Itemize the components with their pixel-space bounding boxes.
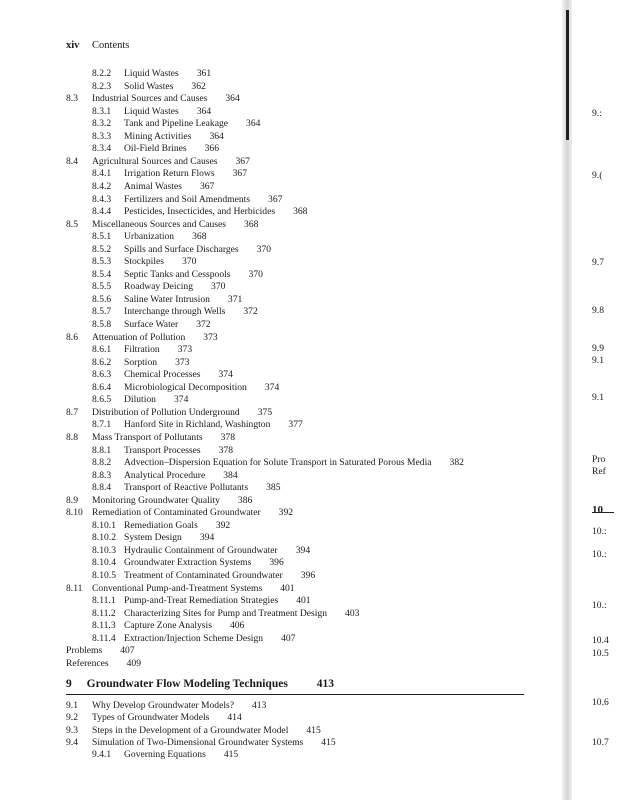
toc-entry-page: 364 xyxy=(246,118,261,129)
toc-entry-page: 401 xyxy=(296,595,311,606)
toc-entry-title: Saline Water Intrusion xyxy=(124,294,210,305)
toc-entry-page: 364 xyxy=(225,93,240,104)
toc-entry xyxy=(92,470,238,482)
toc-entry-page: 367 xyxy=(235,156,250,167)
toc-entry-page: 374 xyxy=(264,382,280,393)
facing-page-fragment: 9.7 xyxy=(592,257,604,268)
toc-entry xyxy=(92,344,192,356)
facing-page-fragment: 10.5 xyxy=(592,648,609,659)
toc-entry xyxy=(66,219,258,231)
toc-entry xyxy=(92,194,282,206)
toc-entry-number: 8.5.2 xyxy=(92,244,112,255)
toc-entry-page: 367 xyxy=(199,181,215,192)
toc-entry-number: 8.5.7 xyxy=(92,306,112,317)
toc-entry-number: 8.10.2 xyxy=(92,532,116,543)
toc-entry-number: 9.4.1 xyxy=(92,749,112,760)
toc-entry-page: 392 xyxy=(278,507,294,518)
toc-entry-number: 8.5.4 xyxy=(92,269,112,280)
toc-entry xyxy=(92,68,211,80)
toc-entry-title: Characterizing Sites for Pump and Treatment Design xyxy=(124,608,328,619)
chapter-number: 9 xyxy=(66,678,72,690)
header-title: Contents xyxy=(92,40,130,51)
toc-entry-number: 8.5.5 xyxy=(92,281,112,292)
toc-entry-title: Remediation Goals xyxy=(124,520,198,531)
toc-entry xyxy=(92,520,230,532)
toc-entry-page: 377 xyxy=(288,419,303,430)
toc-entry-title: Miscellaneous Sources and Causes xyxy=(92,219,227,230)
toc-entry-page: 386 xyxy=(237,495,253,506)
toc-entry-number: 8.11.3 xyxy=(92,620,116,631)
toc-entry-number: 8.4.2 xyxy=(92,181,112,192)
toc-entry xyxy=(66,712,242,724)
toc-entry xyxy=(92,570,315,582)
toc-entry-title: Transport of Reactive Pollutants xyxy=(124,482,249,493)
toc-entry-title: Governing Equations xyxy=(124,749,206,760)
toc-entry-number: 8.6.4 xyxy=(92,382,112,393)
toc-entry-title: System Design xyxy=(124,532,182,543)
toc-entry xyxy=(92,168,247,180)
toc-entry-page: 378 xyxy=(220,432,235,443)
toc-entry-page: 367 xyxy=(268,194,283,205)
toc-entry xyxy=(66,93,240,105)
toc-entry-number: 8.6.1 xyxy=(92,344,112,355)
toc-entry xyxy=(92,244,271,256)
toc-entry xyxy=(66,495,252,507)
toc-entry-page: 415 xyxy=(223,749,239,760)
toc-entry-page: 372 xyxy=(243,306,258,317)
toc-entry-title: Pump-and-Treat Remediation Strategies xyxy=(124,595,279,606)
facing-page-fragment: 9.1 xyxy=(592,392,604,403)
toc-entry xyxy=(92,206,307,218)
toc-entry xyxy=(92,633,295,645)
toc-entry-number: 8.11.4 xyxy=(92,633,116,644)
facing-page-edge xyxy=(578,0,617,800)
toc-entry-number: 8.3.3 xyxy=(92,131,112,142)
toc-entry xyxy=(66,156,250,168)
toc-entry-number: 8.7.1 xyxy=(92,419,112,430)
toc-entry-number: 8.5 xyxy=(66,219,78,230)
toc-entry-title: Dilution xyxy=(124,394,156,405)
toc-entry-number: 8.4.3 xyxy=(92,194,112,205)
toc-entry-title: Simulation of Two-Dimensional Groundwater Systems xyxy=(92,737,304,748)
toc-entry-page: 396 xyxy=(300,570,316,581)
toc-entry-page: 362 xyxy=(191,81,206,92)
toc-entry-title: Stockpiles xyxy=(124,256,164,267)
toc-entry-title: Distribution of Pollution Underground xyxy=(92,407,240,418)
toc-entry xyxy=(92,749,238,761)
toc-entry xyxy=(92,231,206,243)
facing-page-fragment: 10.6 xyxy=(592,697,609,708)
toc-entry-number: 9.2 xyxy=(66,712,78,723)
toc-entry-page: 375 xyxy=(257,407,273,418)
toc-entry-number: 9.1 xyxy=(66,700,78,711)
toc-entry-page: 385 xyxy=(266,482,281,493)
facing-page-fragment: 10 xyxy=(592,504,603,516)
toc-entry xyxy=(92,382,279,394)
toc-entry-title: Solid Wastes xyxy=(124,81,174,92)
toc-entry-page: 413 xyxy=(252,700,267,711)
toc-entry-page: 394 xyxy=(295,545,311,556)
toc-entry-number: 8.2.2 xyxy=(92,68,112,79)
facing-page-fragment: 9.( xyxy=(592,170,603,181)
toc-entry-title: Groundwater Extraction Systems xyxy=(124,557,252,568)
facing-page-fragment: 9.: xyxy=(592,108,602,119)
toc-entry-title: Agricultural Sources and Causes xyxy=(92,156,218,167)
toc-entry-number: 8.5.6 xyxy=(92,294,112,305)
toc-entry-number: 8.8.3 xyxy=(92,470,112,481)
toc-entry-number: 8.10 xyxy=(66,507,83,518)
toc-entry-title: Interchange through Wells xyxy=(124,306,226,317)
toc-entry xyxy=(92,457,464,469)
toc-entry xyxy=(92,281,225,293)
toc-entry-title: Irrigation Return Flows xyxy=(124,168,215,179)
toc-entry-page: 384 xyxy=(223,470,238,481)
toc-entry xyxy=(92,106,211,118)
facing-page-fragment: 10.: xyxy=(592,526,607,537)
toc-entry xyxy=(66,432,235,444)
toc-entry-number: 8.5.8 xyxy=(92,319,112,330)
toc-entry-title: Mass Transport of Pollutants xyxy=(92,432,203,443)
toc-entry-page: 371 xyxy=(227,294,243,305)
toc-entry-page: 373 xyxy=(175,357,190,368)
toc-entry xyxy=(92,294,242,306)
toc-entry-number: 8.8.1 xyxy=(92,445,112,456)
toc-entry-page: 372 xyxy=(196,319,211,330)
toc-entry-title: Chemical Processes xyxy=(124,369,201,380)
toc-entry xyxy=(92,557,284,569)
toc-entry-number: 8.2.3 xyxy=(92,81,112,92)
toc-entry-number: 8.10.1 xyxy=(92,520,116,531)
toc-entry xyxy=(92,394,188,406)
toc-entry xyxy=(66,725,321,737)
facing-page-fragment: 9.8 xyxy=(592,305,604,316)
toc-entry xyxy=(92,269,263,281)
toc-entry-page: 382 xyxy=(449,457,464,468)
toc-entry-page: 415 xyxy=(321,737,336,748)
toc-entry-page: 361 xyxy=(196,68,212,79)
chapter-heading xyxy=(66,678,524,695)
toc-entry-page: 366 xyxy=(204,143,220,154)
toc-entry-title: Why Develop Groundwater Models? xyxy=(92,700,234,711)
toc-entry xyxy=(92,369,233,381)
toc-entry-page: 368 xyxy=(293,206,308,217)
toc-entry-number: 8.6.2 xyxy=(92,357,112,368)
toc-entry-title: Treatment of Contaminated Groundwater xyxy=(124,570,283,581)
toc-entry-page: 392 xyxy=(215,520,231,531)
toc-entry xyxy=(66,737,336,749)
toc-entry-page: 370 xyxy=(256,244,272,255)
toc-entry-page: 407 xyxy=(120,645,135,656)
toc-entry-title: Steps in the Development of a Groundwater Model xyxy=(92,725,289,736)
toc-entry-number: 8.3.1 xyxy=(92,106,112,117)
facing-page-fragment: 10.4 xyxy=(592,635,609,646)
toc-entry xyxy=(92,81,206,93)
toc-entry-title: Septic Tanks and Cesspools xyxy=(124,269,231,280)
toc-entry-number: 8.3.2 xyxy=(92,118,112,129)
toc-entry-page: 396 xyxy=(269,557,284,568)
toc-entry-number: 9.4 xyxy=(66,737,78,748)
toc-entry-number: 8.6 xyxy=(66,332,78,343)
toc-entry-title: Urbanization xyxy=(124,231,175,242)
binding-shadow xyxy=(566,10,569,140)
toc-entry-page: 370 xyxy=(211,281,226,292)
toc-entry-number: 8.9 xyxy=(66,495,78,506)
toc-entry-title: Conventional Pump-and-Treatment Systems xyxy=(92,583,263,594)
toc-entry xyxy=(92,445,233,457)
toc-entry-title: Advection–Dispersion Equation for Solute Transport in Saturated Porous Media xyxy=(124,457,432,468)
toc-entry xyxy=(92,419,303,431)
toc-entry-page: 374 xyxy=(173,394,189,405)
toc-entry-number: 8.3.4 xyxy=(92,143,112,154)
toc-entry-page: 378 xyxy=(218,445,234,456)
toc-entry xyxy=(92,131,224,143)
toc-entry-number: 8.4.1 xyxy=(92,168,112,179)
toc-entry-title: Oil-Field Brines xyxy=(124,143,187,154)
toc-entry xyxy=(92,532,214,544)
facing-page-fragment: 10.: xyxy=(592,600,607,611)
toc-entry-page: 406 xyxy=(229,620,245,631)
chapter-page: 413 xyxy=(316,678,334,690)
toc-entry xyxy=(66,332,218,344)
toc-entry-number: 8.3 xyxy=(66,93,78,104)
toc-entry-title: Microbiological Decomposition xyxy=(124,382,247,393)
toc-entry xyxy=(92,306,258,318)
toc-entry-title: Industrial Sources and Causes xyxy=(92,93,208,104)
toc-entry-title: Sorption xyxy=(124,357,158,368)
toc-entry xyxy=(66,700,266,712)
toc-entry-title: Tank and Pipeline Leakage xyxy=(124,118,229,129)
toc-entry-number: 8.10.4 xyxy=(92,557,116,568)
toc-entry-title: Attenuation of Pollution xyxy=(92,332,186,343)
toc-entry-title: Capture Zone Analysis xyxy=(124,620,212,631)
toc-entry-page: 394 xyxy=(199,532,215,543)
toc-entry-number: 8.6.5 xyxy=(92,394,112,405)
toc-entry-number: 8.4.4 xyxy=(92,206,112,217)
toc-entry-title: Spills and Surface Discharges xyxy=(124,244,239,255)
toc-entry-title: Filtration xyxy=(124,344,160,355)
toc-entry-title: Hydraulic Containment of Groundwater xyxy=(124,545,278,556)
toc-entry-number: 8.5.3 xyxy=(92,256,112,267)
toc-entry-title: Transport Processes xyxy=(124,445,201,456)
toc-entry-number: 8.11 xyxy=(66,583,83,594)
toc-entry xyxy=(66,645,135,657)
toc-entry-title: Mining Activities xyxy=(124,131,192,142)
toc-entry-number: 8.8 xyxy=(66,432,78,443)
toc-entry-page: 367 xyxy=(232,168,247,179)
toc-entry-page: 368 xyxy=(192,231,207,242)
toc-entry xyxy=(92,118,260,130)
page-number: xiv xyxy=(66,40,80,51)
toc-entry-title: Types of Groundwater Models xyxy=(92,712,210,723)
toc-entry xyxy=(66,407,272,419)
toc-entry-title: Liquid Wastes xyxy=(124,106,179,117)
toc-entry-title: Problems xyxy=(66,645,103,656)
toc-entry xyxy=(92,620,244,632)
facing-page-fragment: 10.7 xyxy=(592,737,609,748)
toc-entry-page: 370 xyxy=(181,256,197,267)
toc-entry-page: 368 xyxy=(244,219,259,230)
toc-entry xyxy=(66,583,295,595)
toc-entry-title: Fertilizers and Soil Amendments xyxy=(124,194,251,205)
toc-entry-title: References xyxy=(66,658,109,669)
toc-entry xyxy=(92,256,196,268)
toc-entry xyxy=(92,181,214,193)
toc-entry-page: 407 xyxy=(281,633,296,644)
toc-entry-title: Hanford Site in Richland, Washington xyxy=(124,419,271,430)
toc-entry-title: Analytical Procedure xyxy=(124,470,206,481)
toc-entry xyxy=(92,357,189,369)
toc-entry-title: Remediation of Contaminated Groundwater xyxy=(92,507,261,518)
toc-entry-number: 8.6.3 xyxy=(92,369,112,380)
facing-page-fragment: Ref xyxy=(592,466,606,477)
toc-entry-title: Roadway Deicing xyxy=(124,281,194,292)
toc-entry-number: 8.10.5 xyxy=(92,570,116,581)
toc-entry-page: 364 xyxy=(196,106,212,117)
toc-entry-title: Pesticides, Insecticides, and Herbicides xyxy=(124,206,276,217)
toc-entry xyxy=(92,608,359,620)
toc-entry-number: 8.5.1 xyxy=(92,231,112,242)
toc-entry-page: 374 xyxy=(218,369,233,380)
toc-entry-number: 8.8.4 xyxy=(92,482,112,493)
toc-entry-page: 403 xyxy=(345,608,360,619)
toc-entry-number: 8.4 xyxy=(66,156,78,167)
toc-entry xyxy=(92,545,310,557)
toc-entry-page: 415 xyxy=(306,725,321,736)
facing-page-fragment: 10.: xyxy=(592,549,607,560)
toc-entry-title: Animal Wastes xyxy=(124,181,182,192)
toc-entry-page: 409 xyxy=(126,658,142,669)
toc-entry-title: Surface Water xyxy=(124,319,179,330)
toc-entry-number: 8.11.1 xyxy=(92,595,116,606)
toc-entry-page: 414 xyxy=(227,712,242,723)
toc-entry xyxy=(92,143,219,155)
toc-entry-page: 370 xyxy=(248,269,263,280)
facing-page-fragment: 9.1 xyxy=(592,355,604,366)
toc-entry-number: 8.7 xyxy=(66,407,78,418)
toc-entry xyxy=(92,319,211,331)
toc-entry-number: 8.8.2 xyxy=(92,457,112,468)
toc-entry xyxy=(92,482,280,494)
toc-entry-title: Extraction/Injection Scheme Design xyxy=(124,633,264,644)
toc-entry-number: 8.10.3 xyxy=(92,545,116,556)
toc-entry xyxy=(92,595,311,607)
toc-entry xyxy=(66,658,141,670)
toc-entry-page: 401 xyxy=(280,583,295,594)
toc-entry-page: 373 xyxy=(203,332,218,343)
toc-entry-title: Liquid Wastes xyxy=(124,68,179,79)
toc-entry-page: 373 xyxy=(177,344,193,355)
toc-entry-number: 9.3 xyxy=(66,725,78,736)
chapter-title: Groundwater Flow Modeling Techniques xyxy=(86,678,288,690)
facing-page-fragment: 9.9 xyxy=(592,343,604,354)
running-header xyxy=(66,40,129,51)
toc-entry-number: 8.11.2 xyxy=(92,608,116,619)
toc-entry xyxy=(66,507,293,519)
facing-page-fragment: Pro xyxy=(592,454,606,465)
toc-entry-page: 364 xyxy=(209,131,224,142)
toc-entry-title: Monitoring Groundwater Quality xyxy=(92,495,220,506)
